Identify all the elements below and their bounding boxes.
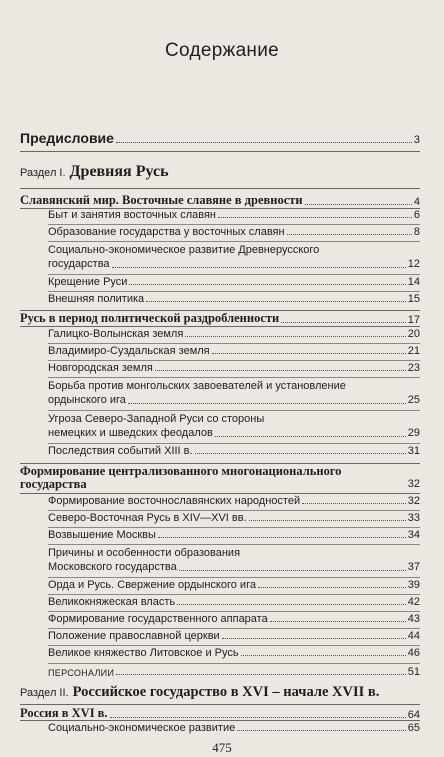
divider	[20, 326, 420, 327]
toc-entry-label: Формирование государственного аппарата	[48, 613, 268, 625]
toc-subentry[interactable]	[48, 345, 420, 357]
leader-dots	[146, 301, 406, 302]
divider	[48, 594, 420, 595]
toc-entry-label: Великокняжеская власть	[48, 596, 176, 608]
leader-dots	[177, 604, 406, 605]
divider	[48, 645, 420, 646]
toc-entry-label: Предисловие	[20, 130, 114, 146]
page-title: Содержание	[164, 40, 280, 61]
leader-dots	[215, 436, 406, 437]
toc-entry-label: Последствия событий XIII в.	[48, 445, 193, 457]
toc-subentry[interactable]	[48, 209, 420, 221]
divider	[48, 224, 420, 225]
leader-dots	[305, 204, 412, 205]
leader-dots	[158, 537, 406, 538]
toc-subentry[interactable]	[48, 529, 420, 541]
divider	[48, 377, 420, 378]
leader-dots	[249, 520, 406, 521]
divider	[48, 510, 420, 511]
part-heading	[20, 163, 420, 181]
toc-entry-label: Образование государства у восточных славян	[48, 226, 285, 238]
toc-page-number: 6	[413, 209, 420, 221]
toc-entry-label: Внешняя политика	[48, 293, 145, 305]
part-name: Древняя Русь	[69, 163, 169, 180]
toc-entry-label: Социально-экономическое развитие	[48, 722, 236, 734]
leader-dots	[195, 453, 406, 454]
toc-page-number: 15	[407, 293, 420, 305]
toc-subentry[interactable]	[48, 722, 420, 734]
toc-entry-label-line1: Причины и особенности образования	[48, 547, 241, 559]
toc-page-number: 14	[407, 276, 420, 288]
divider	[48, 527, 420, 528]
toc-page-number: 3	[413, 134, 420, 146]
toc-entry-label-line2: государства	[48, 258, 110, 270]
toc-page-number: 12	[407, 258, 420, 270]
toc-entry-label: ПЕРСОНАЛИИ	[48, 668, 115, 678]
leader-dots	[281, 322, 406, 323]
toc-entry-label: Формирование восточнославянских народностей	[48, 495, 301, 507]
toc-page-number: 65	[407, 722, 420, 734]
toc-page-number: 25	[407, 394, 420, 406]
toc-entry-label-line2: ордынского ига	[48, 394, 126, 406]
page-number: 475	[212, 740, 232, 755]
toc-page-number: 23	[407, 362, 420, 374]
toc-section[interactable]	[20, 311, 420, 326]
toc-entry-label-line1: Формирование централизованного многонационального	[20, 464, 342, 478]
divider	[48, 343, 420, 344]
leader-dots	[237, 730, 406, 731]
divider	[48, 577, 420, 578]
divider	[48, 241, 420, 242]
toc-page-number: 4	[413, 196, 420, 208]
divider	[48, 663, 420, 664]
leader-dots	[129, 284, 405, 285]
toc-subentry[interactable]	[48, 613, 420, 625]
part-label: Раздел I.	[20, 167, 66, 179]
toc-page-number: 8	[413, 226, 420, 238]
toc-entry-label-line1: Угроза Северо-Западной Руси со стороны	[48, 413, 265, 425]
toc-page-number: 64	[407, 709, 420, 721]
toc-entry-label: Северо-Восточная Русь в XIV—XVI вв.	[48, 512, 247, 524]
toc-page-number: 32	[407, 478, 420, 490]
part-heading	[20, 683, 420, 701]
toc-entry-label: Положение православной церкви	[48, 630, 220, 642]
toc-section[interactable]	[20, 193, 420, 208]
toc-entry-label: Галицко-Волынская земля	[48, 328, 184, 340]
toc-entry-label-line1: Социально-экономическое развитие Древнерусского	[48, 244, 320, 256]
toc-entry-label: Орда и Русь. Свержение ордынского ига	[48, 579, 256, 591]
toc-subentry[interactable]	[48, 546, 420, 574]
leader-dots	[112, 267, 406, 268]
leader-dots	[212, 353, 406, 354]
toc-page-number: 51	[407, 666, 420, 678]
divider	[48, 628, 420, 629]
toc-entry-label: Новгородская земля	[48, 362, 153, 374]
toc-subentry[interactable]	[48, 647, 420, 659]
toc-subentry[interactable]	[48, 226, 420, 238]
leader-dots	[218, 217, 412, 218]
toc-subentry[interactable]	[48, 512, 420, 524]
toc-subentry[interactable]	[48, 362, 420, 374]
toc-entry-label: Великое княжество Литовское и Русь	[48, 647, 239, 659]
divider	[20, 720, 420, 721]
toc-entry-label: Славянский мир. Восточные славяне в древности	[20, 193, 303, 207]
divider	[48, 544, 420, 545]
leader-dots	[258, 587, 406, 588]
toc-page-number: 37	[407, 561, 420, 573]
part-label: Раздел II.	[20, 687, 69, 699]
leader-dots	[116, 674, 406, 675]
toc-section[interactable]	[20, 706, 420, 721]
leader-dots	[110, 717, 406, 718]
divider	[48, 360, 420, 361]
toc-page-number: 17	[407, 314, 420, 326]
toc-page-number: 44	[407, 630, 420, 642]
divider	[48, 443, 420, 444]
toc-subentry[interactable]	[48, 495, 420, 507]
leader-dots	[222, 638, 406, 639]
toc-page-number: 34	[407, 529, 420, 541]
toc-entry-label: Россия в XVI в.	[20, 706, 108, 720]
toc-subentry[interactable]	[48, 445, 420, 457]
toc-entry-label: Владимиро-Суздальская земля	[48, 345, 210, 357]
toc-subentry[interactable]	[48, 630, 420, 642]
divider	[48, 291, 420, 292]
toc-entry-label: Крещение Руси	[48, 276, 128, 288]
toc-subentry[interactable]	[48, 243, 420, 271]
toc-subentry[interactable]	[48, 328, 420, 340]
toc-entry-label-line2: немецких и шведских феодалов	[48, 427, 213, 439]
toc-subentry[interactable]	[48, 379, 420, 407]
toc-page-number: 31	[407, 445, 420, 457]
toc-entry-label: Русь в период политической раздробленности	[20, 311, 280, 325]
leader-dots	[287, 234, 412, 235]
toc-subentry-persons[interactable]	[48, 666, 420, 678]
toc-subentry[interactable]	[48, 293, 420, 305]
leader-dots	[185, 336, 405, 337]
leader-dots	[241, 655, 406, 656]
toc-subentry[interactable]	[48, 276, 420, 288]
toc-page-number: 21	[407, 345, 420, 357]
toc-entry-label-line2: Московского государства	[48, 561, 177, 573]
divider	[48, 410, 420, 411]
toc-page-number: 33	[407, 512, 420, 524]
toc-entry-label-line1: Борьба против монгольских завоевателей и установление	[48, 380, 346, 392]
leader-dots	[302, 503, 406, 504]
toc-entry-label: Быт и занятия восточных славян	[48, 209, 216, 221]
toc-page-number: 46	[407, 647, 420, 659]
toc-entry-label-line2: государства	[20, 477, 87, 491]
leader-dots	[155, 370, 406, 371]
leader-dots	[270, 621, 406, 622]
divider	[48, 611, 420, 612]
leader-dots	[116, 142, 412, 143]
toc-page-number: 39	[407, 579, 420, 591]
toc-page-number: 32	[407, 495, 420, 507]
toc-page-number: 43	[407, 613, 420, 625]
toc-subentry[interactable]	[48, 579, 420, 591]
toc-section[interactable]	[20, 465, 420, 491]
part-name: Российское государство в XVI – начале XVII в.	[72, 684, 380, 700]
divider	[48, 274, 420, 275]
toc-subentry[interactable]	[48, 412, 420, 440]
divider	[20, 704, 420, 705]
toc-entry-label: Возвышение Москвы	[48, 529, 156, 541]
toc-page-number: 29	[407, 427, 420, 439]
toc-page-number: 20	[407, 328, 420, 340]
divider	[20, 151, 420, 152]
leader-dots	[128, 403, 406, 404]
leader-dots	[179, 570, 406, 571]
toc-entry-preface[interactable]	[20, 130, 420, 146]
divider	[20, 493, 420, 494]
toc-subentry[interactable]	[48, 596, 420, 608]
divider	[20, 188, 420, 189]
toc-page-number: 42	[407, 596, 420, 608]
